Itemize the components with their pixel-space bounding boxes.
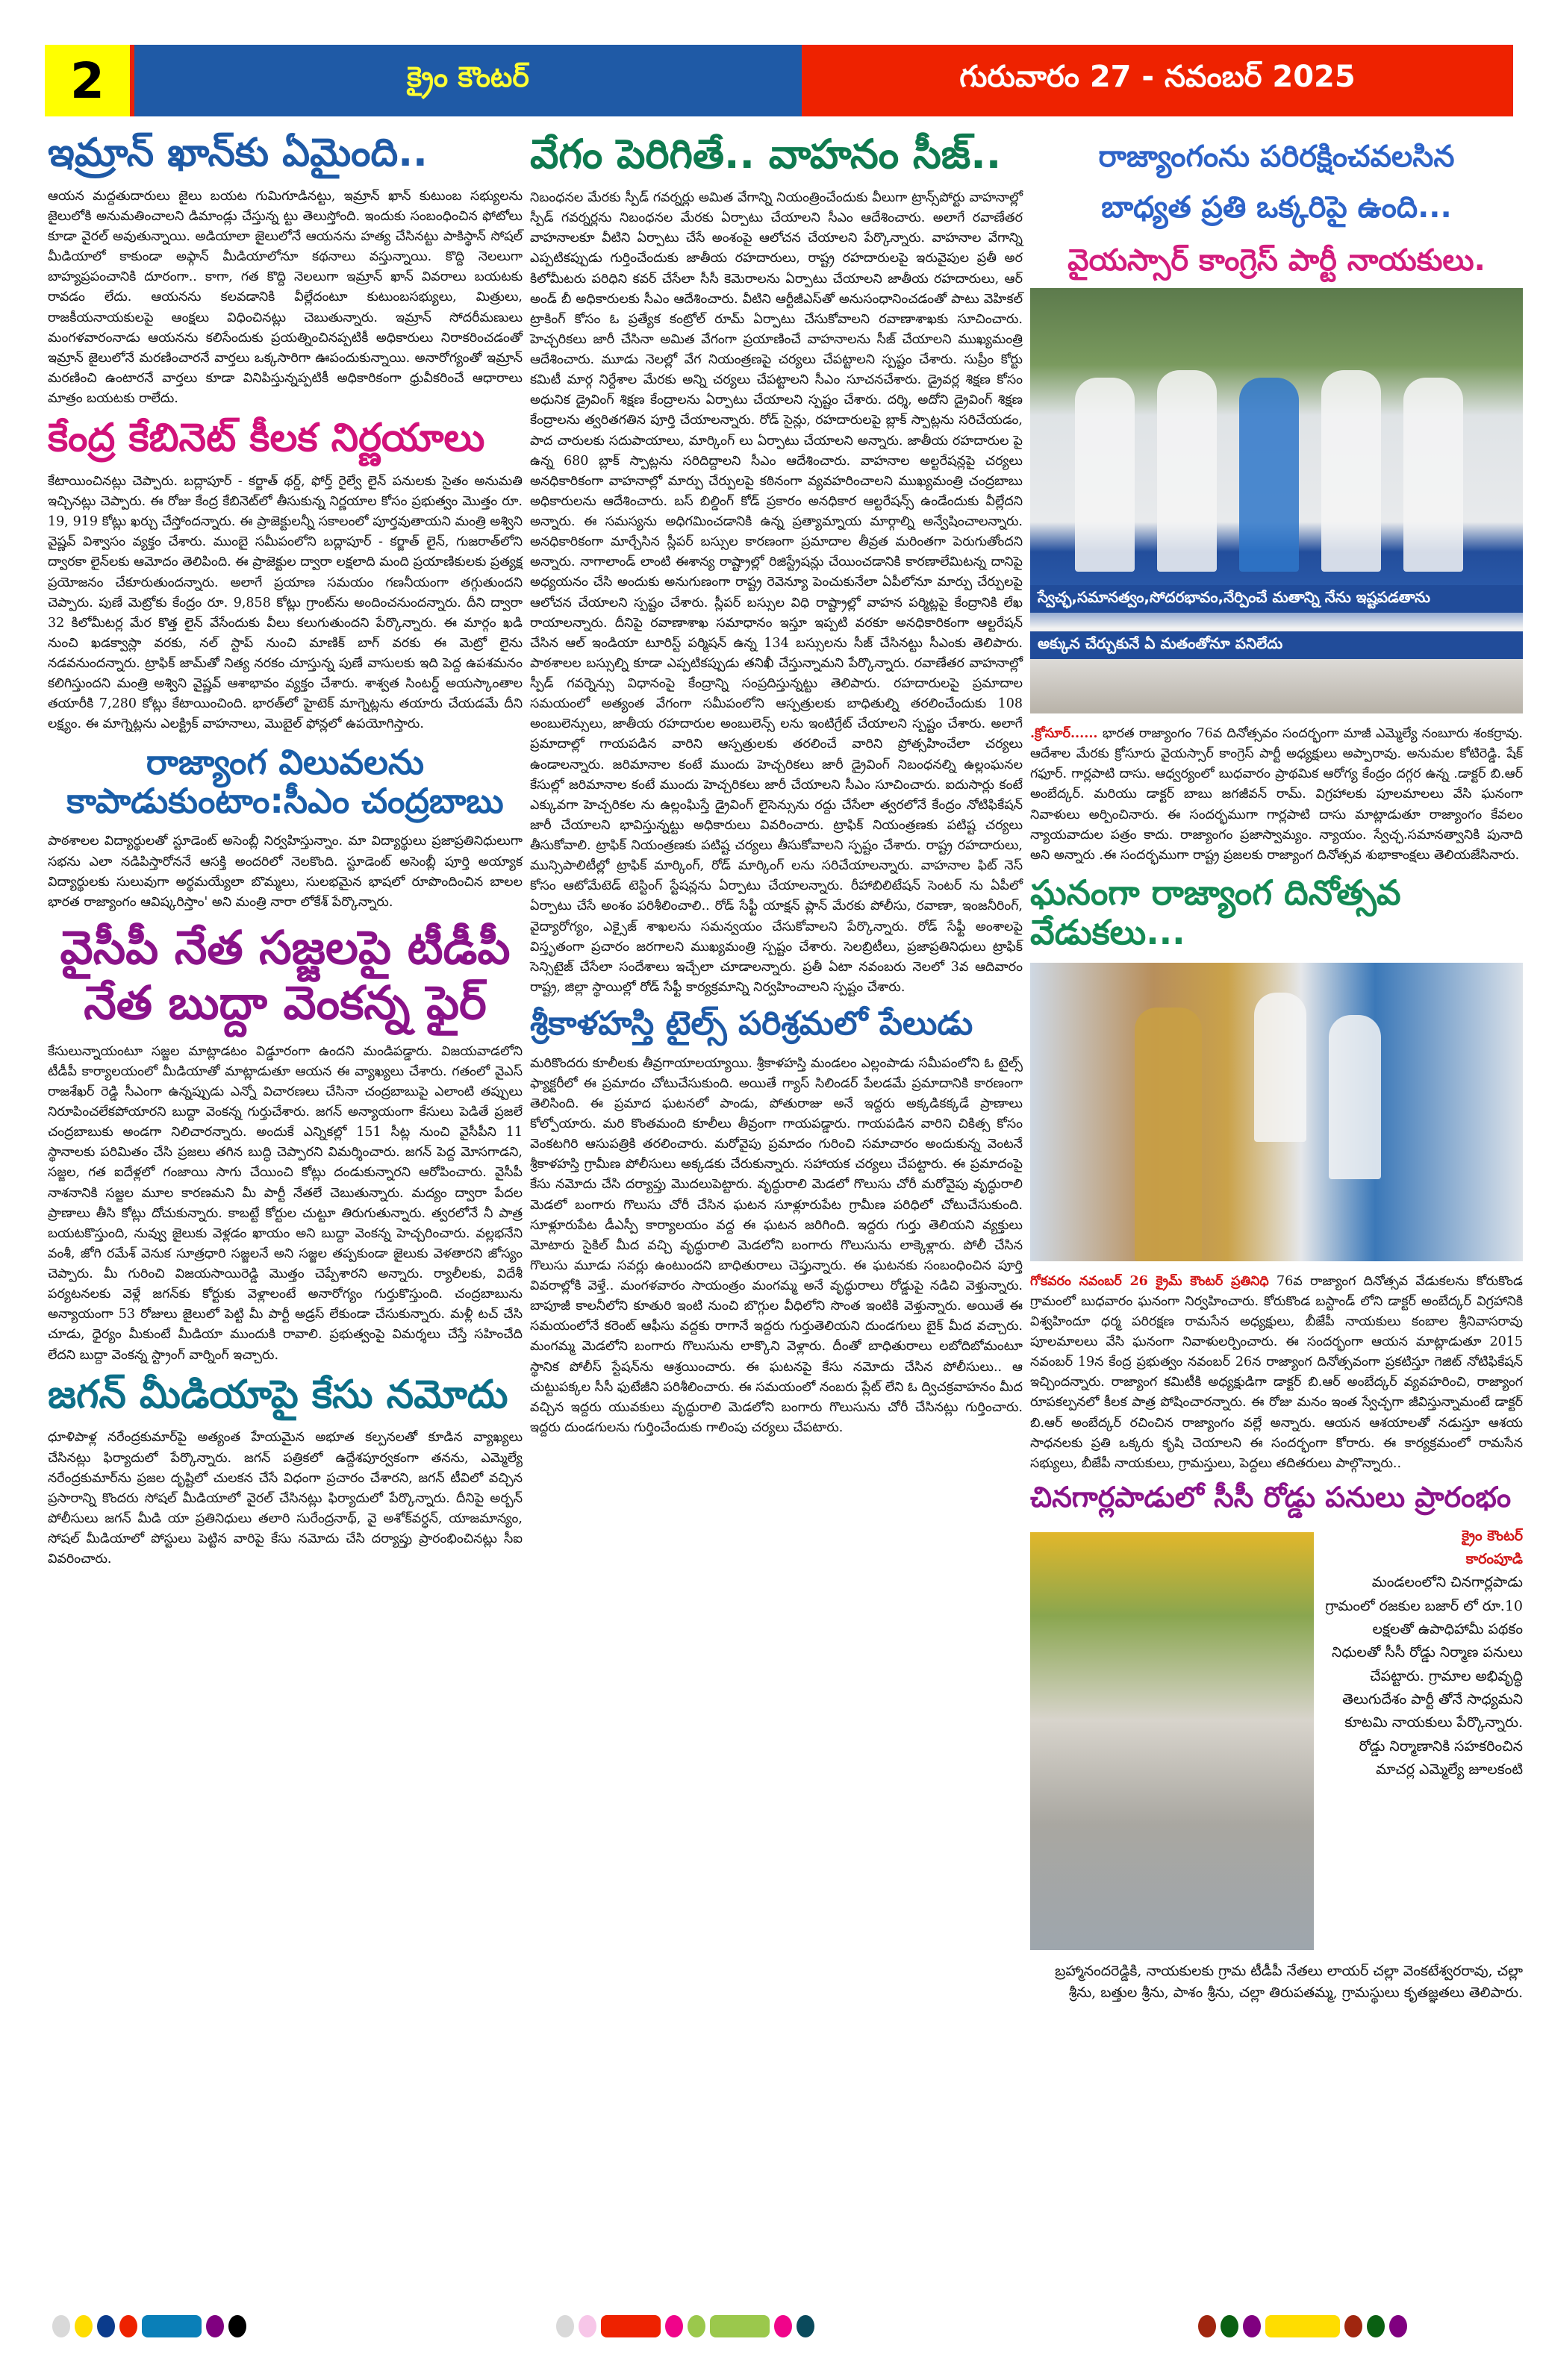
footer-color-mark [1198, 2315, 1216, 2337]
photo-statue-garland [1030, 963, 1523, 1261]
footer-color-mark [97, 2315, 115, 2337]
article-body-text: 76వ రాజ్యాంగ దినోత్సవ వేడుకలను కోరుకొండ గ్రామంలో బుధవారం ఘనంగా నిర్వహించారు. కోరుకొండ బస్టాండ్ లోని డాక్టర్ అంబేద్కర్ విగ్రహానికి విశ్వహిందూ ధర్మ పరిరక్షణ రామసేన అధ్యక్షులు, బీజేపీ నాయకులు కంబాల శ్రీనివాసరావు పూలమాలలు వేసి ఘనంగా నివాళులర్పించారు. ఈ సందర్భంగా ఆయన మాట్లాడుతూ 2015 నవంబర్ 19న కేంద్ర ప్రభుత్వం నవంబర్ 26న రాజ్యాంగ దినోత్సవంగా ప్రకటిస్తూ గెజిట్ నోటిఫికేషన్ ఇచ్చిందన్నారు. రాజ్యాంగ కమిటీకి అధ్యక్షుడిగా డాక్టర్ బి.ఆర్ అంబేద్కర్ వ్యవహరించి, రాజ్యాంగ రూపకల్పనలో కీలక పాత్ర పోషించారన్నారు. ఈ రోజు మనం ఇంత స్వేచ్ఛగా జీవిస్తున్నామంటే డాక్టర్ బి.ఆర్ అంబేద్కర్ రచించిన రాజ్యాంగం వల్లే అన్నారు. ఆయన ఆశయాలతో నడుస్తూ ఆశయ సాధనలకు ప్రతి ఒక్కరు కృషి చెయాలని ఈ సందర్భంగా కోరారు. ఈ కార్యక్రమంలో రామసేన సభ్యులు, బీజేపీ నాయకులు, గ్రామస్తులు, పెద్దలు తదితరులు పాల్గొన్నారు.. [1030, 1273, 1523, 1471]
photo-person [1403, 378, 1463, 572]
article-body [1030, 724, 1523, 866]
article-body: కేసులున్నాయంటూ సజ్జల మాట్లాడటం విడ్డూరంగా ఉందని మండిపడ్డారు. విజయవాడలోని టీడీపీ కార్యాలయంలో మీడియాతో మాట్లాడుతూ ఆయన ఈ వ్యాఖ్యలు చేశారు. గతంలో వైఎస్ రాజశేఖర్ రెడ్డి సీఎంగా ఉన్నప్పుడు ఎన్నో విచారణలు చేసినా చంద్రబాబుపై ఎలాంటి తప్పులు నిరూపించలేకపోయారని బుద్దా వెంకన్న గుర్తుచేశారు. జగన్ అన్యాయంగా కేసులు పెడితే ప్రజలే చంద్రబాబుకు అండగా నిలిచారన్నారు. అందుకే ఎన్నికల్లో 151 సీట్ల నుంచి వైసీపీని 11 స్థానాలకు పరిమితం చేసి ప్రజలు తగిన బుద్ధి చెప్పారని విమర్శించారు. జగన్ పెద్ద మోసగాడని, సజ్జల, గత ఐదేళ్లలో గంజాయి సాగు చేయించి కోట్లు దండుకున్నారని ఆరోపించారు. వైసీపీ నాశనానికి సజ్జల మూల కారణమని మీ పార్టీ నేతలే చెబుతున్నారు. మద్యం ద్వారా పేదల ప్రాణాలు తీసి కోట్లు దోచుకున్నారు. కాబట్టే కోర్టుల చుట్టూ తిరుగుతున్నారు. త్వరలోనే నీ పాత్ర బయటకొస్తుంది, నువ్వు జైలుకు వెళ్లడం ఖాయం అని బుద్దా వెంకన్న హెచ్చరించారు. వల్లభనేని వంశీ, జోగి రమేశ్ వెనుక సూత్రధారి సజ్జలనే అని సజ్జల తప్పకుండా జైలుకు వెళతారని జోస్యం చెప్పారు. మీ గురించి విజయసాయిరెడ్డి మొత్తం చెప్పేశారని అన్నారు. ర్యాలీలకు, విదేశీ పర్యటనలకు వెళ్లే జగన్‌కు కోర్టుకు వెళ్లాలంటే అనారోగ్యం గుర్తుకొస్తుంది. చంద్రబాబును అన్యాయంగా 53 రోజులు జైలులో పెట్టి మీ పార్టీ అడ్రస్ లేకుండా చేసుకున్నారు. మళ్లీ టచ్ చేసి చూడు, ధైర్యం మీకుంటే మీడియా ముందుకి రావాలి. ప్రభుత్వంపై విమర్శలు చేస్తే సహించేది లేదని బుద్దా వెంకన్న స్ట్రాంగ్ వార్నింగ్ ఇచ్చారు. [48, 1043, 523, 1363]
article-cc-road [1030, 1481, 1523, 2005]
photo-person [1321, 370, 1381, 572]
article-body: పాఠశాలల విద్యార్థులతో స్టూడెంట్ అసెంబ్లీ నిర్వహిస్తున్నాం. మా విద్యార్థులు ప్రజాప్రతినిధులుగా సభను ఎలా నడిపిస్తారోననే ఆసక్తి అందరిలో నెలకొంది. స్టూడెంట్ అసెంబ్లీ పూర్తి అయ్యాక విద్యార్థులకు సులువుగా అర్థమయ్యేలా బొమ్మలు, సులభమైన భాషలో రూపొందించిన బాలల భారత రాజ్యాంగం ఆవిష్కరిస్తాం' అని మంత్రి నారా లోకేశ్ పేర్కొన్నారు. [48, 834, 523, 910]
article-body: ఆయన మద్దతుదారులు జైలు బయట గుమిగూడినట్టు, ఇమ్రాన్ ఖాన్ కుటుంబ సభ్యులను జైలులోకి అనుమతించాలని డిమాండ్లు చేస్తున్న ట్టు తెలుస్తోంది. ఇందుకు సంబంధించిన ఫోటోలు కూడా వైరల్ అవుతున్నాయి. అడియాలా జైలులోనే ఆయనను హత్య చేసినట్టు పాకిస్థాన్ సోషల్ మీడియాలో కాకుండా అఫ్గాన్ మీడియాలోనూ కథనాలు వస్తున్నాయి. కొద్ది నెలలుగా బాహ్యప్రపంచానికి దూరంగా.. కాగా, గత కొద్ది నెలలుగా ఇమ్రాన్ ఖాన్ వివరాలు బయటకు రావడం లేదు. ఆయనను కలవడానికి వీల్లేదంటూ కుటుంబసభ్యులు, మిత్రులు, రాజకీయనాయకులపై ఆంక్షలు విధించినట్లు చెబుతున్నారు. ఇమ్రాన్ సోదరీమణులు మంగళవారంనాడు ఆయనను కలిసేందుకు ప్రయత్నించినప్పటికీ అధికారులు నిరాకరించడంతో ఇమ్రాన్ జైలులోనే మరణించారనే వార్తలు ఒక్కసారిగా ఊపందుకున్నాయి. అనారోగ్యంతో ఇమ్రాన్ మరణించి ఉంటారనే వార్తలు కూడా వినిపిస్తున్నప్పటికీ అధికారికంగా ధ్రువీకరించే ఆధారాలు మాత్రం బయటకు రాలేదు. [48, 188, 523, 407]
paper-name: క్రైం కౌంటర్ [134, 45, 802, 116]
article-buddha-venkanna [48, 920, 523, 1366]
photo-person [1157, 370, 1217, 572]
headline-cc-road: చినగార్లపాడులో సీసీ రోడ్డు పనులు ప్రారంభం [1030, 1480, 1512, 1514]
footer-color-mark [52, 2315, 70, 2337]
article-place: కారంపూడి [1465, 1550, 1523, 1567]
article-dateline: గోకవరం నవంబర్ 26 క్రైమ్ కౌంటర్ ప్రతినిధి [1030, 1273, 1269, 1289]
footer-color-mark [1243, 2315, 1261, 2337]
article-cabinet-decisions [48, 416, 523, 734]
footer-color-mark [1367, 2315, 1385, 2337]
photo-banner-text: స్వేచ్ఛ,సమానత్వం,సోదరభావం,నేర్పించే మతాన్ని నేను ఇష్టపడతాను [1030, 585, 1523, 613]
footer-color-mark [1389, 2315, 1407, 2337]
headline-imran-khan: ఇమ్రాన్ ఖాన్‌కు ఏమైంది.. [48, 131, 428, 175]
article-jagan-media-case [48, 1373, 523, 1570]
headline-line: కాపాడుకుంటాం:సీఎం చంద్రబాబు [66, 781, 504, 822]
photo-person [1075, 378, 1135, 572]
article-body: కేటాయించినట్లు చెప్పారు. బద్లాపూర్ - కర్జాత్ థర్డ్, ఫోర్త్ రైల్వే లైన్ పనులకు సైతం అనుమతి ఇచ్చినట్లు చెప్పారు. ఈ రోజు కేంద్ర కేబినెట్‌లో తీసుకున్న నిర్ణయాల కోసం ప్రభుత్వం మొత్తం రూ. 19, 919 కోట్లు ఖర్చు చేస్తోందన్నారు. ఈ ప్రాజెక్టులన్నీ సకాలంలో పూర్తవుతాయని మంత్రి అశ్విని వైష్ణవ్ విశ్వాసం వ్యక్తం చేశారు. ముంబై సమీపంలోని బద్లాపూర్ - కర్జాత్ లైన్, గుజరాత్‌లోని ద్వారకా లైన్‌లకు ఆమోదం తెలిపింది. ఈ ప్రాజెక్టుల ద్వారా లక్షలాది మంది ప్రయాణికులకు ప్రత్యక్ష ప్రయోజనం చేకూరుతుందన్నారు. అలాగే ప్రయాణ సమయం గణనీయంగా తగ్గుతుందని చెప్పారు. పుణే మెట్రోకు కేంద్రం రూ. 9,858 కోట్లు గ్రాంట్‌ను అందించనుందన్నారు. దీని ద్వారా 32 కిలోమీటర్ల మేర కొత్త లైన్ వేసేందుకు వీలు కలుగుతుందని పేర్కొన్నారు. ఈ మార్గం ఖడి నుంచి ఖడక్వాస్లా వరకు, నల్ స్టాప్ నుంచి మాణిక్ బాగ్ వరకు ఈ మెట్రో లైను నడవనుందన్నారు. ట్రాఫిక్ జామ్‌తో నిత్య నరకం చూస్తున్న పుణే వాసులకు ఇది పెద్ద ఉపశమనం కలిగిస్తుందని మంత్రి అశ్విని వైష్ణవ్ ఆశాభావం వ్యక్తం చేశారు. శాశ్వత సింటర్డ్ అయస్కాంతాల తయారీకి 7,280 కోట్లు కేటాయించింది. భారత్‌లో హైటెక్ మాగ్నెట్లను తయారు చేయడమే దీని లక్ష్యం. ఈ మాగ్నెట్లను ఎలక్ట్రిక్ వాహనాలు, మొబైల్ ఫోన్లలో ఉపయోగిస్తారు. [48, 473, 523, 732]
issue-date: గురువారం 27 - నవంబర్ 2025 [802, 45, 1513, 116]
subheadline-ysrcp-leaders: వైయస్సార్ కాంగ్రెస్ పార్టీ నాయకులు. [1067, 243, 1486, 278]
photo-group-at-statue [1030, 288, 1523, 713]
column-right [1030, 127, 1523, 2011]
article-dateline: క్రైం కౌంటర్ [1462, 1527, 1523, 1544]
column-middle [530, 127, 1023, 1446]
footer-color-mark [228, 2315, 246, 2337]
article-constitution-day [1030, 873, 1523, 1474]
masthead [45, 45, 1513, 116]
headline-speed-seize: వేగం పెరిగితే.. వాహనం సీజ్.. [530, 131, 1002, 178]
footer-marks-left [52, 2315, 246, 2337]
article-constitution-values [48, 743, 523, 913]
column-left [48, 127, 523, 1577]
footer-color-mark [206, 2315, 224, 2337]
article-body-text: మండలంలోని చినగార్లపాడు గ్రామంలో రజకుల బజార్ లో రూ.10 లక్షలతో ఉపాధిహామీ పథకం నిధులతో సీసీ రోడ్డు నిర్మాణ పనులు చేపట్టారు. గ్రామాల అభివృద్ధి తెలుగుదేశం పార్టీ తోనే సాధ్యమని కూటమి నాయకులు పేర్కొన్నారు. రోడ్డు నిర్మాణానికి సహకరించిన మాచర్ల ఎమ్మెల్యే జూలకంటి [1325, 1574, 1523, 1778]
footer-color-mark [75, 2315, 93, 2337]
footer-color-mark [579, 2315, 596, 2337]
article-body [1030, 1272, 1523, 1474]
footer-color-mark [1221, 2315, 1238, 2337]
footer-color-mark [1344, 2315, 1362, 2337]
headline-cabinet-decisions: కేంద్ర కేబినెట్ కీలక నిర్ణయాలు [48, 416, 485, 461]
article-body: నిబంధనల మేరకు స్పీడ్ గవర్నర్లు అమిత వేగాన్ని నియంత్రించేందుకు వీలుగా ట్రాన్స్‌పోర్టు వాహనాల్లో స్పీడ్ గవర్నర్లను నిబంధనల మేరకు ఏర్పాటు చేయాలని సీఎం ఆదేశించారు. అలాగే రవాణేతర వాహనాలకూ వీటిని ఏర్పాటు చేసే అంశంపై ఆలోచన చేయాలని పేర్కొన్నారు. వాహనాల వేగాన్ని ఎప్పటికప్పుడు గుర్తించేందుకు జాతీయ రహదారులు, రాష్ట్ర రహదారులపై ఇరువైపుల ప్రతీ అర కిలోమీటరు పరిధిని కవర్ చేసేలా సీసీ కెమెరాలను ఏర్పాటు చేయాలని జాతీయ రహదారులు, ఆర్ అండ్ బీ అధికారులకు సీఎం ఆదేశించారు. వీటిని ఆర్టీజీఎస్‌తో అనుసంధానించడంతో పాటు వెహికల్ ట్రాకింగ్ కోసం ఓ ప్రత్యేక కంట్రోల్ రూమ్ ఏర్పాటు చేసుకోవాలని రవాణాశాఖకు సూచించారు. హెచ్చరికలు జారీ చేసినా అమిత వేగంగా ప్రయాణించే వాహనాలను సీజ్ చేయాలని ముఖ్యమంత్రి ఆదేశించారు. మూడు నెలల్లో వేగ నియంత్రణపై చర్యలు చేపట్టాలని స్పష్టం చేశారు. సుప్రీం కోర్టు కమిటీ మార్గ నిర్దేశాల మేరకు అన్ని చర్యలు చేపట్టాలని సీఎం సూచనచేశారు. డ్రైవర్ల శిక్షణ కోసం అధునిక డ్రైవింగ్ శిక్షణ కేంద్రాలను ఏర్పాటు చేయాలని స్పష్టం చేశారు. దర్శి, అదోని డ్రైవింగ్ శిక్షణ కేంద్రాలను త్వరితగతిన పూర్తి చేయాలన్నారు. రోడ్ సైన్లు, రహదారులపై బ్లాక్ స్పాట్లను సరిచేయడం, పాద చారులకు సదుపాయాలు, మార్కింగ్ లు ఏర్పాటు చేయాలని అన్నారు. జాతీయ రహదారుల పై ఉన్న 680 బ్లాక్ స్పాట్లను సరిదిద్దాలని సీఎం ఆదేశించారు. వాహనాల అల్టరేషన్లపై చర్యలు అనధికారికంగా వాహనాల్లో మార్పు చేర్పులపై కఠినంగా వ్యవహరించాలని ముఖ్యమంత్రి చంద్రబాబు అధికారులను ఆదేశించారు. బస్ బిల్డింగ్ కోడ్ ప్రకారం అనధికార ఆల్టరేషన్స్ ఉండేందుకు వీల్లేదని అన్నారు. ఈ సమస్యను అధిగమించడానికి ఉన్న ప్రత్యామ్నాయ మార్గాల్ని అన్వేషించాలన్నారు. అనధికారికంగా మార్చేసిన స్లీపర్ బస్సుల కారణంగా ప్రమాదాల తీవ్రత మరింతగా పెరుగుతోందని అన్నారు. నాగాలాండ్ లాంటి ఈశాన్య రాష్ట్రాల్లో రిజిస్ట్రేషన్లు చేయించడానికి కారణాలేమిటన్న దానిపై అధ్యయనం చేసి అందుకు అనుగుణంగా రాష్ట్ర రెవెన్యూ పెంచుకునేలా ఏపీలోనూ మార్పు చేర్పులపై ఆలోచన చేయాలని స్పష్టం చేశారు. స్లీపర్ బస్సుల విధి రాష్ట్రాల్లో వాహన పర్మిట్లపై కేంద్రానికి లేఖ రాయాలన్నారు. దీనిపై రవాణాశాఖ సమాధానం ఇస్తూ ఇప్పటి వరకూ అనధికారికంగా ఆల్టరేషన్ చేసిన ఆల్ ఇండియా టూరిస్ట్ పర్మిషన్ ఉన్న 134 బస్సులను సీజ్ చేసినట్టు సీఎంకు తెలిపారు. పాఠశాలల బస్సుల్ని కూడా ఎప్పటికప్పుడు తనిఖీ చేస్తున్నామని పేర్కొన్నారు. రవాణేతర వాహనాల్లో స్పీడ్ గవర్నెన్సు విధానంపై కేంద్రాన్ని సంప్రదిస్తున్నట్టు తెలిపారు. రహదారులపై ప్రమాదాల సమయంలో అత్యంత వేగంగా సమీపంలోని ఆస్పత్రులకు బాధితుల్ని తరలించేందుకు 108 అంబులెన్సులు, జాతీయ రహదారుల అంబులెన్స్ లను ఇంటిగ్రేట్ చేయాలని స్పష్టం చేశారు. అలాగే ప్రమాదాల్లో గాయపడిన వారిని ఆస్పత్రులకు తరలించే వారిని ప్రోత్సహించేలా చర్యలు ఉండాలన్నారు. జరిమానాల కంటే ముందు హెచ్చరికలు జారీ డ్రైవింగ్ నిబంధనల్ని ఉల్లంఘనల కేసుల్లో జరిమానాల కంటే ముందు హెచ్చరికలు జారీ చేయాలని సీఎం సూచించారు. ఐదుసార్లు కంటే ఎక్కువగా హెచ్చరికల ను ఉల్లంఘిస్తే డ్రైవింగ్ లైసెన్సును రద్దు చేసేలా త్వరలోనే కేంద్రం నోటిఫికేషన్ జారీ చేయాలని భావిస్తున్నట్టు అధికారులు వివరించారు. ట్రాఫిక్ నియంత్రణకు పటిష్ట చర్యలు తీసుకోవాలి. ట్రాఫిక్ నియంత్రణకు పటిష్ట చర్యలు తీసుకోవాలని స్పష్టం చేశారు. రాష్ట్ర రహదారులు, మున్సిపాలిటీల్లో ట్రాఫిక్ మార్కింగ్, రోడ్ మార్కింగ్ లను సరిచేయాలన్నారు. వాహనాల ఫిట్ నెస్ కోసం ఆటోమేటెడ్ టెస్టింగ్ స్టేషన్లను ఏర్పాటు చేయాలన్నారు. రీహాబిలిటేషన్ సెంటర్ ను ఏపీలో ఏర్పాటు చేసే అంశం పరిశీలించాలి.. రోడ్ సేఫ్టీ యాక్షన్ ప్లాన్ మేరకు పోలీసు, రవాణా, ఇంజనీరింగ్, వైద్యారోగ్యం, ఎక్సైజ్ శాఖలను సమన్వయం చేసుకోవాలని పేర్కొన్నారు. రోడ్ సేఫ్టీ అంశాలపై విస్తృతంగా ప్రచారం జరగాలని ముఖ్యమంత్రి స్పష్టం చేశారు. సెలబ్రిటీలు, ప్రజాప్రతినిధులు ట్రాఫిక్ సెన్సిటైజ్ చేసేలా సందేశాలు ఇచ్చేలా చూడాలన్నారు. ప్రతీ ఏటా నవంబరు నెలలో 3వ ఆదివారం రాష్ట్ర, జిల్లా స్థాయిల్లో రోడ్ సేఫ్టీ కార్యక్రమాన్ని నిర్వహించాలని స్పష్టం చేశారు. [530, 190, 1023, 995]
headline-constitution-values [48, 743, 523, 822]
footer-color-mark [665, 2315, 683, 2337]
headline-protect-constitution [1030, 131, 1523, 233]
article-dateline: .క్రోసూర్...... [1030, 726, 1098, 741]
headline-line: రాజ్యాంగ విలువలను [146, 741, 425, 782]
footer-color-mark [142, 2315, 202, 2337]
photo-person [1329, 1015, 1381, 1179]
footer-color-mark [710, 2315, 770, 2337]
headline-tiles-blast: శ్రీకాళహస్తి టైల్స్ పరిశ్రమలో పేలుడు [530, 1005, 973, 1043]
photo-person [1239, 378, 1299, 572]
article-imran-khan [48, 131, 523, 409]
footer-color-mark [774, 2315, 792, 2337]
headline-line: బాధ్యత ప్రతి ఒక్కరిపై ఉంది... [1101, 190, 1452, 225]
article-speed-seize [530, 131, 1023, 998]
photo-person [1254, 993, 1306, 1142]
headline-jagan-media-case: జగన్ మీడియాపై కేసు నమోదు [48, 1372, 508, 1417]
article-body: బ్రహ్మానందరెడ్డికి, నాయకులకు గ్రామ టీడీపీ నేతలు లాయర్ చల్లా వెంకటేశ్వరరావు, చల్లా శ్రీను, బత్తుల శ్రీను, పాశం శ్రీను, చల్లా తిరుపతమ్మ, గ్రామస్థులు కృతజ్ఞతలు తెలిపారు. [1055, 1962, 1523, 2002]
article-body-text: భారత రాజ్యాంగం 76వ దినోత్సవం సందర్భంగా మాజీ ఎమ్మెల్యే నంబూరు శంకర్రావు. ఆదేశాల మేరకు క్రోసూరు వైయస్సార్ కాంగ్రెస్ పార్టీ అధ్యక్షులు అప్పారావు. అనుమల కోటిరెడ్డి. షేక్ గఫూర్. గార్లపాటి దాసు. ఆధ్వర్యంలో బుధవారం ప్రాథమిక ఆరోగ్య కేంద్రం దగ్గర ఉన్న .డాక్టర్ బి.ఆర్ అంబేద్కర్. మరియు డాక్టర్ బాబు జగజీవన్ రామ్. విగ్రహాలకు పూలమాలలు వేసి ఘనంగా నివాళులు అర్పించినారు. ఈ సందర్భముగా గార్లపాటి దాసు మాట్లాడుతూ రాజ్యాంగం కేవలం న్యాయవాదుల పత్రం కాదు. రాజ్యాంగం ప్రజాస్వామ్యం. న్యాయం. స్వేచ్ఛ.సమానత్వానికి పునాది అని అన్నారు .ఈ సందర్భముగా రాష్ట్ర ప్రజలకు రాజ్యాంగ దినోత్సవ శుభాకాంక్షలు తెలియజేసినారు. [1030, 726, 1523, 863]
footer-marks-right [1198, 2315, 1407, 2337]
footer-color-mark [797, 2315, 814, 2337]
photo-statue [1135, 1008, 1202, 1261]
footer-color-mark [688, 2315, 705, 2337]
page-number: 2 [45, 45, 134, 116]
photo-road-works [1030, 1532, 1314, 1950]
article-protect-constitution [1030, 131, 1523, 866]
footer-color-mark [1265, 2315, 1340, 2337]
photo-banner-text: అక్కున చేర్చుకునే ఏ మతంతోనూ పనిలేదు [1030, 631, 1523, 659]
article-tiles-blast [530, 1005, 1023, 1438]
article-cc-road-content [1030, 1525, 1523, 1961]
footer-color-mark [601, 2315, 661, 2337]
footer-color-mark [556, 2315, 574, 2337]
article-body: ధూళిపాళ్ల నరేంద్రకుమార్‌పై అత్యంత హేయమైన అభూత కల్పనలతో కూడిన వ్యాఖ్యలు చేసినట్లు ఫిర్యాదులో పేర్కొన్నారు. జగన్ పత్రికలో ఉద్దేశపూర్వకంగా తనను, ఎమ్మెల్యే నరేంద్రకుమార్‌ను ప్రజల దృష్టిలో చులకన చేసే విధంగా ప్రచారం చేశారని, జగన్ టీవిలో వచ్చిన ప్రసారాన్ని కొందరు సోషల్ మీడియాలో వైరల్ చేసినట్లు ఫిర్యాదులో పేర్కొన్నారు. దీనిపై అర్బన్ పోలీసులు జగన్ మీడి యా ప్రతినిధులు తలారి సురేంద్రనాథ్, వై అశోక్‌వర్ధన్, యాజమాన్యం, సోషల్ మీడియాలో పోస్టులు పెట్టిన వారిపై కేసు నమోదు చేసి దర్యాప్తు ప్రారంభించినట్లు సీఐ వివరించారు. [48, 1430, 523, 1567]
footer-marks-middle [556, 2315, 814, 2337]
article-body: మరికొందరు కూలీలకు తీవ్రగాయాలయ్యాయి. శ్రీకాళహస్తి మండలం ఎల్లంపాడు సమీపంలోని ఓ టైల్స్ ఫ్యాక్టరీలో ఈ ప్రమాదం చోటుచేసుకుంది. అయితే గ్యాస్ సిలిండర్ పేలడమే ప్రమాదానికి కారణంగా తెలిసింది. ఈ ప్రమాద ఘటనలో పాండు, పోతురాజు అనే ఇద్దరు అక్కడికక్కడే ప్రాణాలు కోల్పోయారు. మరి కొంతమంది కూలీలు తీవ్రంగా గాయపడ్డారు. గాయపడిన వారిని చికిత్స కోసం వెంకటగిరి ఆసుపత్రికి తరలించారు. మరోవైపు ప్రమాదం గురించి సమాచారం అందుకున్న వెంటనే శ్రీకాళహస్తి గ్రామీణ పోలీసులు అక్కడకు చేరుకున్నారు. సహాయక చర్యలు చేపట్టారు. ఈ ప్రమాదంపై కేసు నమోదు చేసి దర్యాప్తు మొదలుపెట్టారు. వృద్ధురాలి మెడలో గొలుసు చోరీ మరోవైపు వృద్ధురాలి మెడలో బంగారు గొలుసు చోరీ చేసిన ఘటన సూళ్లూరుపేట గ్రామీణ పరిధిలో చోటుచేసుకుంది. సూళ్లూరుపేట డీఎస్పీ కార్యాలయం వద్ద ఈ ఘటన జరిగింది. ఇద్దరు గుర్తు తెలియని వ్యక్తులు మోటారు సైకిల్ మీద వచ్చి వృద్ధురాలి మెడలోని బంగారు గొలుసును లాక్కెళ్లారు. పోలీ చేసిన గొలుసు మూడు సవర్లు ఉంటుందని బాధితురాలు చెప్తున్నారు. ఈ ఘటనకు సంబంధించిన పూర్తి వివరాల్లోకి వెళ్తే.. మంగళవారం సాయంత్రం మంగమ్మ అనే వృద్ధురాలు రోడ్డుపై నడిచి వెళ్తున్నారు. బాపూజీ కాలనీలోని కూతురి ఇంటి నుంచి బొగ్గుల వీధిలోని సొంత ఇంటికి వెళ్తున్నారు. అయితే ఈ సమయంలోనే కరెంట్ ఆఫీసు వద్దకు రాగానే ఇద్దరు గుర్తుతెలియని దుండగులు బైక్ మీద వచ్చారు. మంగమ్మ మెడలోని బంగారు గొలుసును లాక్కొని వెళ్లారు. దీంతో బాధితురాలు లబోదిబోమంటూ స్థానిక పోలీస్ స్టేషన్‌ను ఆశ్రయించారు. ఈ ఘటనపై కేసు నమోదు చేసిన పోలీసులు.. ఆ చుట్టుపక్కల సీసీ ఫుటేజీని పరిశీలించారు. ఈ సమయంలో నంబరు ప్లేట్ లేని ఓ ద్విచక్రవాహనం మీద వచ్చిన ఇద్దరు యువకులు వృద్ధురాలి మెడలోని బంగారు గొలుసును చోరీ చేసినట్లు గుర్తించారు. ఇద్దరు దుండగులను గుర్తించేందుకు గాలింపు చర్యలు చేపటారు. [530, 1055, 1023, 1435]
headline-line: రాజ్యాంగంను పరిరక్షించవలసిన [1098, 140, 1455, 174]
headline-constitution-day: ఘనంగా రాజ్యాంగ దినోత్సవ వేడుకలు... [1030, 872, 1401, 952]
footer-color-mark [119, 2315, 137, 2337]
headline-buddha-venkanna: వైసీపీ నేత సజ్జలపై టీడీపీ నేత బుద్దా వెంకన్న ఫైర్ [60, 919, 511, 1031]
